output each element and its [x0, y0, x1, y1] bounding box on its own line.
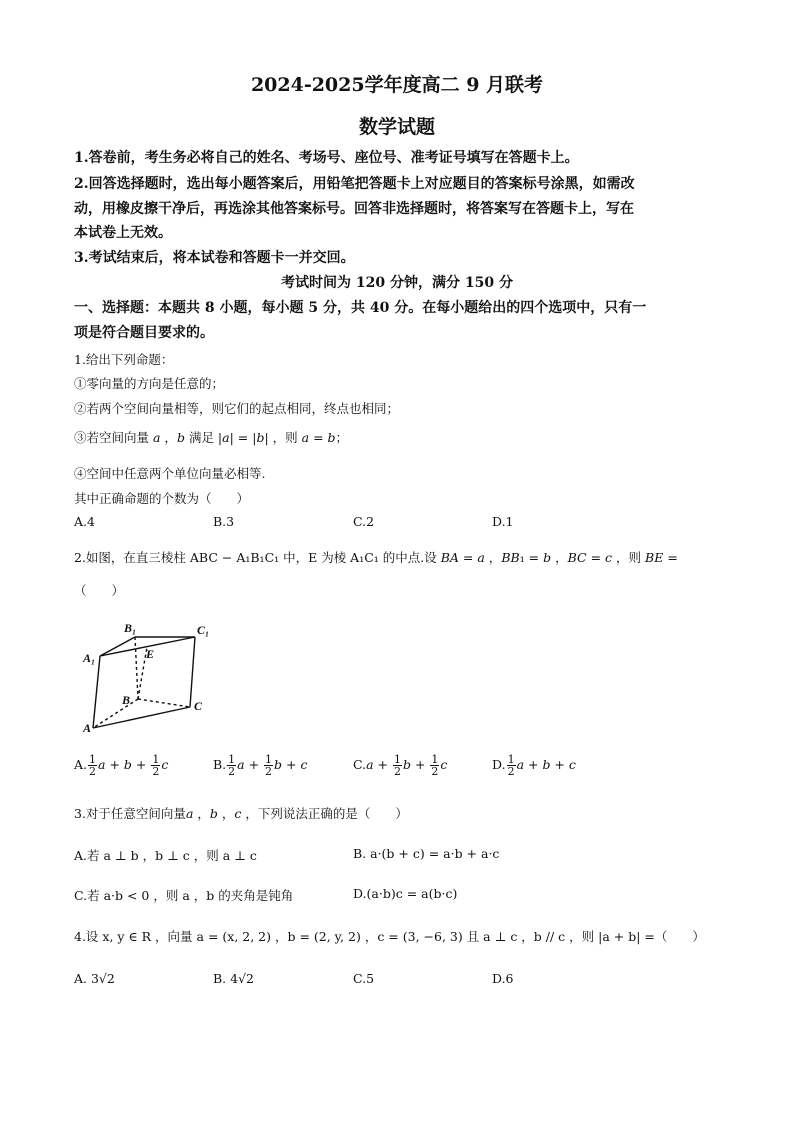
label-c1: C₁ [197, 623, 210, 637]
option-prefix: A. [74, 757, 88, 772]
exam-info: 考试时间为 120 分钟，满分 150 分 [281, 275, 513, 291]
instruction-line: 2.回答选择题时，选出每小题答案后，用铅笔把答题卡上对应题目的答案标号涂黑，如需改 [74, 176, 635, 192]
option-b[interactable]: B.3 [213, 514, 235, 529]
instruction-line: 3.考试结束后，将本试卷和答题卡一并交回。 [74, 250, 355, 266]
proposition: ②若两个空间向量相等，则它们的起点相同，终点也相同； [74, 401, 400, 416]
label-b: B [122, 693, 131, 707]
option-c[interactable]: C.若 a·b < 0 ，则 a ，b 的夹角是钝角 [74, 888, 294, 903]
option-a[interactable]: A. $\frac{1}{2}$ a + b + $\frac{1}{2}$ c [74, 753, 169, 778]
option-a[interactable]: A.4 [74, 514, 95, 529]
option-b[interactable]: B. a·(b + c) = a·b + a·c [353, 846, 500, 861]
option-b[interactable]: B. 4√2 [213, 971, 255, 986]
proposition-text: ； [335, 430, 349, 445]
label-c: C [194, 699, 203, 713]
option-d[interactable]: D.1 [492, 514, 514, 529]
section-heading: 项是符合题目要求的。 [74, 325, 214, 341]
proposition: ①零向量的方向是任意的； [74, 376, 225, 391]
question-ask: 其中正确命题的个数为（ ） [74, 491, 250, 506]
exam-title: 2024-2025学年度高二 9 月联考 [250, 74, 544, 96]
label-e: E [146, 647, 155, 661]
prism-figure [80, 612, 228, 734]
question-stem: 2.如图，在直三棱柱 ABC − A₁B₁C₁ 中，E 为棱 A₁C₁ 的中点.设 BA = a ，BB₁ = b ，BC = c ，则 BE = [74, 550, 678, 565]
proposition: ③若空间向量 a ，b 满足 |a| = |b| ，则 a = b； [74, 430, 349, 445]
label-b1: B₁ [124, 621, 137, 635]
question-stem: 1.给出下列命题： [74, 352, 174, 367]
instruction-line: 本试卷上无效。 [74, 225, 172, 241]
option-c[interactable]: C.2 [353, 514, 375, 529]
option-a[interactable]: A.若 a ⊥ b ，b ⊥ c ，则 a ⊥ c [74, 848, 257, 863]
question-text: 3.对于任意空间向量 [74, 806, 186, 821]
answer-paren: （ ） [74, 583, 125, 598]
label-a1: A₁ [83, 651, 96, 665]
option-prefix: D. [492, 757, 506, 772]
option-c[interactable]: C.a + $\frac{1}{2}$ b + $\frac{1}{2}$ c [353, 753, 448, 778]
question-text: 2.如图，在直三棱柱 ABC − A₁B₁C₁ 中，E 为棱 A₁C₁ 的中点.设 [74, 550, 437, 565]
proposition-text: ③若空间向量 [74, 430, 150, 445]
question-stem: 3.对于任意空间向量a ，b ，c ，下列说法正确的是（ ） [74, 806, 408, 821]
instruction-line: 1.答卷前，考生务必将自己的姓名、考场号、座位号、准考证号填写在答题卡上。 [74, 150, 579, 166]
question-text: ，则 [616, 550, 642, 565]
option-prefix: B. [213, 757, 227, 772]
exam-subtitle: 数学试题 [358, 116, 435, 138]
question-text: ，下列说法正确的是（ ） [245, 806, 408, 821]
option-d[interactable]: D. $\frac{1}{2}$ a + b + c [492, 753, 576, 778]
option-a[interactable]: A. 3√2 [74, 971, 115, 986]
proposition: ④空间中任意两个单位向量必相等. [74, 466, 266, 481]
option-b[interactable]: B. $\frac{1}{2}$ a + $\frac{1}{2}$ b + c [213, 753, 308, 778]
section-heading: 一、选择题：本题共 8 小题，每小题 5 分，共 40 分。在每小题给出的四个选项中，只有一 [74, 300, 647, 316]
option-prefix: C. [353, 757, 367, 772]
option-d[interactable]: D.6 [492, 971, 514, 986]
option-c[interactable]: C.5 [353, 971, 375, 986]
option-d[interactable]: D.(a·b)c = a(b·c) [353, 886, 458, 901]
instruction-line: 动，用橡皮擦干净后，再选涂其他答案标号。回答非选择题时，将答案写在答题卡上，写在 [74, 201, 634, 217]
proposition-text: ，则 [272, 430, 298, 445]
proposition-text: 满足 [188, 430, 214, 445]
question-stem: 4.设 x, y ∈ R ，向量 a = (x, 2, 2) ，b = (2, y, 2) ，c = (3, −6, 3) 且 a ⊥ c ，b // c ，则 |a + b| =（ ） [74, 929, 705, 944]
prism-diagram [80, 612, 228, 734]
label-a: A [83, 721, 92, 734]
